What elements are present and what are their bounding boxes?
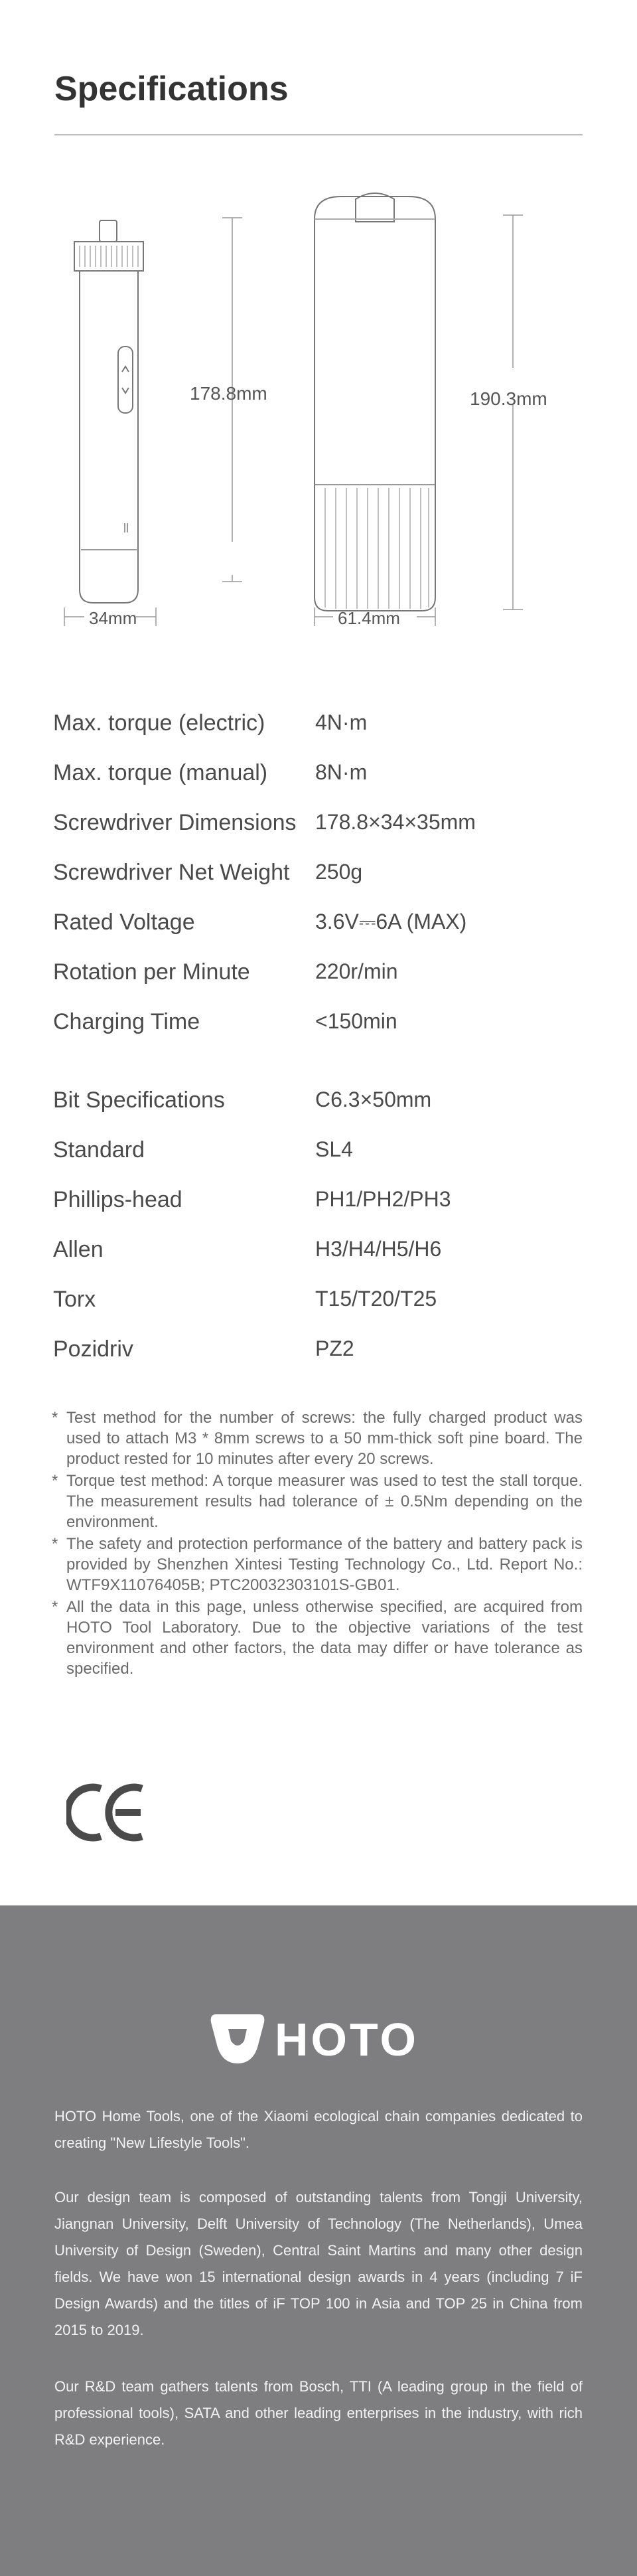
spec-value: T15/T20/T25	[315, 1287, 437, 1311]
label-screwdriver-length: 178.8mm	[190, 383, 267, 404]
brand-footer	[0, 1905, 637, 2576]
spec-value: PH1/PH2/PH3	[315, 1187, 451, 1211]
footnotes	[52, 1408, 583, 1680]
spec-value: H3/H4/H5/H6	[315, 1237, 442, 1261]
spec-value: 220r/min	[315, 959, 398, 983]
label-case-length: 190.3mm	[470, 388, 547, 409]
footnote: * Torque test method: A torque measurer was used to test the stall torque. The measurement results had tolerance of ± 0.5Nm depending on the environment.	[52, 1471, 583, 1532]
spec-label: Max. torque (manual)	[53, 760, 268, 785]
dimension-drawing	[0, 173, 637, 637]
footnote: * Test method for the number of screws: the fully charged product was used to attach M3 * 8mm screws to a 50 mm-thick soft pine board. The product rested for 10 minutes after every 20 screws.	[52, 1408, 583, 1469]
label-case-width: 61.4mm	[338, 608, 400, 628]
spec-label: Screwdriver Dimensions	[53, 810, 297, 835]
spec-value: C6.3×50mm	[315, 1087, 432, 1111]
label-screwdriver-width: 34mm	[89, 608, 137, 628]
spec-value: 4N·m	[315, 710, 368, 734]
spec-label: Pozidriv	[53, 1336, 133, 1362]
footnote: * All the data in this page, unless otherwise specified, are acquired from HOTO Tool Laboratory. Due to the objective variations of the test environment and other factors, the data may differ or have tolerance as specified.	[52, 1597, 583, 1679]
dim-line-case-length	[503, 215, 523, 609]
spec-label: Max. torque (electric)	[53, 710, 265, 736]
spec-label: Rated Voltage	[53, 910, 195, 935]
brand-logo	[206, 2004, 431, 2067]
spec-label: Bit Specifications	[53, 1087, 225, 1113]
case-illustration	[315, 193, 435, 611]
title-divider	[54, 134, 583, 135]
spec-value: 8N·m	[315, 760, 368, 784]
spec-value: 178.8×34×35mm	[315, 810, 476, 834]
spec-value: SL4	[315, 1137, 353, 1161]
spec-value: 3.6V⎓6A (MAX)	[315, 910, 467, 933]
about-paragraph: HOTO Home Tools, one of the Xiaomi ecological chain companies dedicated to creating "New Lifestyle Tools".	[54, 2108, 583, 2151]
about-paragraph: Our design team is composed of outstanding talents from Tongji University, Jiangnan University, Delft University of Technology (The Netherlands), Umea University of Design (Sweden), Central Saint Martins and many other design fields. We have won 15 international design awards in 4 years (including 7 iF Design Awards) and the titles of iF TOP 100 in Asia and TOP 25 in China from 2015 to 2019.	[54, 2189, 583, 2338]
ce-mark-icon	[66, 1779, 153, 1846]
hoto-logo-icon	[208, 2004, 267, 2067]
spec-label: Phillips-head	[53, 1187, 182, 1212]
footnote: * The safety and protection performance of the battery and battery pack is provided by Shenzhen Xintesi Testing Technology Co., Ltd. Report No.: WTF9X11076405B; PTC20032303101S-GB01.	[52, 1534, 583, 1595]
spec-label: Standard	[53, 1137, 145, 1163]
brand-name: HOTO	[275, 2014, 419, 2065]
spec-label: Screwdriver Net Weight	[53, 860, 290, 885]
spec-label: Rotation per Minute	[53, 959, 250, 985]
screwdriver-illustration	[74, 220, 143, 603]
spec-value: <150min	[315, 1009, 397, 1033]
spec-label: Allen	[53, 1237, 104, 1262]
about-paragraph: Our R&D team gathers talents from Bosch, TTI (A leading group in the field of professional tools), SATA and other leading enterprises in the industry, with rich R&D experience.	[54, 2378, 583, 2448]
page-title: Specifications	[54, 70, 289, 108]
spec-label: Torx	[53, 1287, 96, 1312]
spec-value: 250g	[315, 860, 363, 884]
spec-value: PZ2	[315, 1336, 354, 1360]
spec-label: Charging Time	[53, 1009, 200, 1034]
